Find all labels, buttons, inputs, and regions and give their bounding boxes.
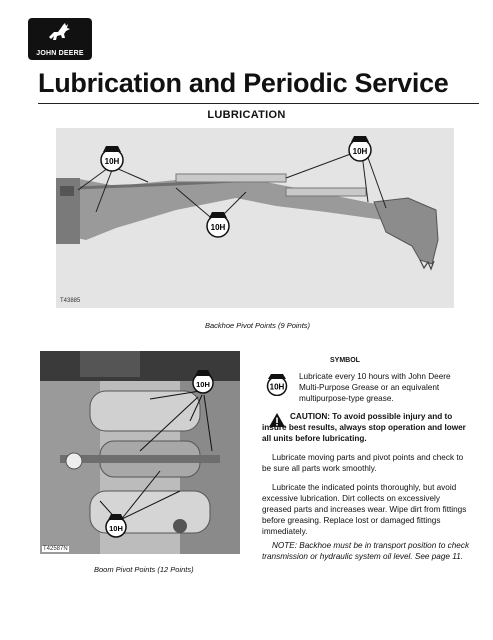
paragraph-lubricate-points: Lubricate the indicated points thoroughly, but avoid excessive lubrication. Dirt collects on excessively greased parts and increases wear. Wipe dirt from fittings before greasing. Replace lost or damaged fittings immediately. <box>262 483 467 536</box>
lube-marker-label: 10H <box>210 223 226 232</box>
lube-marker-label: 10H <box>109 524 123 533</box>
title-divider <box>38 103 479 104</box>
page-title: Lubrication and Periodic Service <box>38 68 449 98</box>
lube-marker-label: 10H <box>196 380 210 389</box>
note-transport-position: NOTE: Backhoe must be in transport position to check transmission or hydraulic system oil level. See page 11. <box>262 541 470 561</box>
lube-marker-icon <box>349 136 371 161</box>
figure-caption-top: Backhoe Pivot Points (9 Points) <box>205 321 311 330</box>
backhoe-photo <box>56 128 454 308</box>
figure-caption-bottom: Boom Pivot Points (12 Points) <box>94 565 194 574</box>
lube-10h-icon <box>262 372 292 396</box>
symbol-heading: SYMBOL <box>330 357 360 364</box>
john-deere-logo <box>28 18 92 60</box>
paragraph-moving-parts: Lubricate moving parts and pivot points and check to be sure all parts work smoothly. <box>262 453 464 473</box>
lube-marker-label: 10H <box>104 157 120 166</box>
photo-id: T42587N <box>43 546 68 552</box>
lube-marker-icon <box>101 146 123 171</box>
symbol-icon-label: 10H <box>269 382 285 392</box>
deer-icon <box>46 21 74 45</box>
photo-id: T43885 <box>60 298 81 304</box>
section-heading: LUBRICATION <box>207 109 286 121</box>
symbol-description: Lubricate every 10 hours with John Deere Multi-Purpose Grease or an equivalent multipurpose-type grease. <box>299 372 451 403</box>
caution-text: CAUTION: To avoid possible injury and to insure best results, always stop operation and lower all units before lubricating. <box>262 412 466 443</box>
logo-text: JOHN DEERE <box>36 50 84 57</box>
lube-marker-label: 10H <box>352 147 368 156</box>
lube-marker-icon <box>207 212 229 237</box>
boom-pivot-photo <box>40 351 240 554</box>
